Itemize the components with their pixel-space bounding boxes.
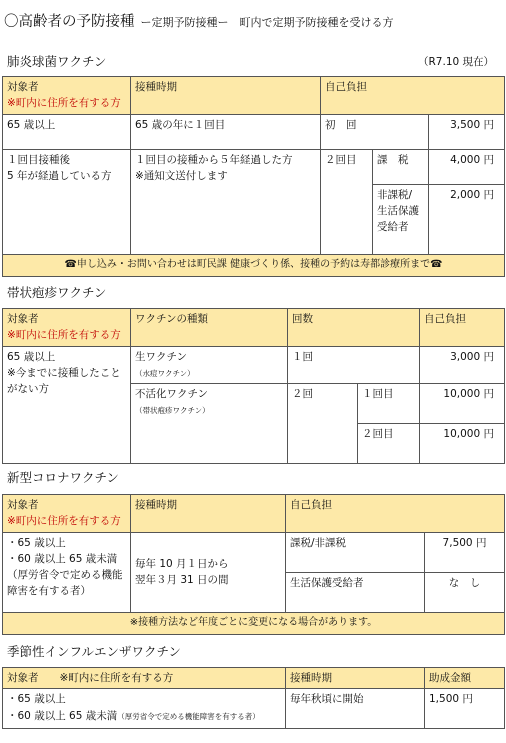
target-line: ・60 歳以上 65 歳未満 — [7, 552, 118, 565]
header-target-note: ※町内に住所を有する方 — [7, 515, 121, 528]
page-subtitle: ー定期予防接種ー 町内で定期予防接種を受ける方 — [140, 16, 394, 29]
header-target-note: ※町内に住所を有する方 — [7, 97, 121, 110]
header-target-label: 対象者 — [7, 499, 39, 511]
pneumo-table — [2, 76, 505, 277]
table-row — [3, 114, 505, 149]
header-target-label: 対象者 — [7, 81, 39, 93]
header-target: 対象者 ※町内に住所を有する方 — [3, 668, 286, 689]
cell-cost: 10,000 円 — [420, 384, 505, 424]
cell-label: 生活保護受給者 — [286, 572, 425, 612]
table-header-row — [3, 495, 505, 533]
table-header-row — [3, 309, 505, 347]
flu-table — [2, 667, 505, 729]
cell-exempt — [373, 184, 429, 254]
header-cost: 自己負担 — [286, 495, 505, 533]
table-row — [3, 532, 505, 572]
header-target — [3, 495, 131, 533]
cell-dose: ２回目 — [358, 424, 420, 464]
header-target-note: ※町内に住所を有する方 — [7, 329, 121, 342]
live-label: 生ワクチン — [135, 350, 187, 363]
covid-heading: 新型コロナワクチン — [7, 470, 119, 485]
cell-dose: １回目 — [358, 384, 420, 424]
header-cost: 自己負担 — [321, 77, 505, 115]
header-period: 接種時期 — [131, 495, 286, 533]
covid-table — [2, 494, 505, 635]
cell-cost: 1,500 円 — [425, 689, 505, 729]
period-line: ※通知文送付します — [135, 169, 228, 182]
period-line: 翌年３月 31 日の間 — [135, 574, 229, 587]
note-row — [3, 254, 505, 276]
target-line: １回目接種後 — [7, 153, 70, 166]
table-row — [3, 689, 505, 729]
cell-target — [3, 149, 131, 254]
table-header-row — [3, 77, 505, 115]
table-row — [3, 346, 505, 384]
title-text: 〇高齢者の予防接種 — [4, 14, 135, 30]
period-line: 毎年 10 月１日から — [135, 557, 229, 570]
contact-note: ☎申し込み・お問い合わせは町民課 健康づくり係、接種の予約は寿都診療所まで☎ — [3, 254, 505, 276]
pneumo-heading: 肺炎球菌ワクチン — [7, 54, 107, 69]
cell-cost: 3,000 円 — [420, 346, 505, 384]
cell-period: 65 歳の年に１回目 — [131, 114, 321, 149]
target-line: （厚労省令で定める機能 — [7, 569, 123, 582]
exempt-line: 生活保護 — [377, 204, 419, 217]
target-line: ・60 歳以上 65 歳未満 — [7, 709, 118, 722]
note-row — [3, 612, 505, 634]
header-period: 接種時期 — [286, 668, 425, 689]
change-note: ※接種方法など年度ごとに変更になる場合があります。 — [3, 612, 505, 634]
cell-target — [3, 346, 131, 464]
cell-cost: 3,500 円 — [429, 114, 505, 149]
target-line: 5 年が経過している方 — [7, 169, 112, 182]
table-header-row — [3, 668, 505, 689]
target-line-small: （厚労省令で定める機能障害を有する者） — [117, 711, 260, 721]
target-line: ・65 歳以上 — [7, 536, 66, 549]
cell-inact — [131, 384, 288, 464]
flu-heading: 季節性インフルエンザワクチン — [7, 644, 181, 659]
exempt-line: 受給者 — [377, 221, 409, 234]
header-target — [3, 77, 131, 115]
inact-sub: （帯状疱疹ワクチン） — [135, 406, 210, 416]
zoster-table — [2, 308, 505, 464]
cell-cost: な し — [425, 572, 505, 612]
header-cost: 自己負担 — [420, 309, 505, 347]
period-line: １回目の接種から５年経過した方 — [135, 153, 293, 166]
cell-count: １回 — [288, 346, 420, 384]
cell-live — [131, 346, 288, 384]
cell-cost: 10,000 円 — [420, 424, 505, 464]
cell-cost: 7,500 円 — [425, 532, 505, 572]
target-line: 65 歳以上 — [7, 350, 56, 363]
exempt-line: 非課税/ — [377, 188, 413, 201]
target-line: がない方 — [7, 383, 49, 396]
zoster-heading: 帯状疱疹ワクチン — [7, 285, 107, 300]
header-period: 接種時期 — [131, 77, 321, 115]
header-target — [3, 309, 131, 347]
cell-target: 65 歳以上 — [3, 114, 131, 149]
cell-target — [3, 532, 131, 612]
header-count: 回数 — [288, 309, 420, 347]
cell-count: ２回 — [288, 384, 358, 464]
target-line: ※今までに接種したこと — [7, 366, 121, 379]
cell-tax: 課 税 — [373, 149, 429, 184]
header-cost: 助成金額 — [425, 668, 505, 689]
as-of-date: （R7.10 現在） — [418, 56, 495, 68]
cell-period — [131, 532, 286, 612]
header-type: ワクチンの種類 — [131, 309, 288, 347]
cell-label: 初 回 — [321, 114, 429, 149]
cell-period: 毎年秋頃に開始 — [286, 689, 425, 729]
cell-cost: 2,000 円 — [429, 184, 505, 254]
cell-cost: 4,000 円 — [429, 149, 505, 184]
cell-label: 課税/非課税 — [286, 532, 425, 572]
target-line: 障害を有する者） — [7, 585, 91, 598]
header-target-label: 対象者 — [7, 313, 39, 325]
table-row — [3, 149, 505, 184]
cell-count: ２回目 — [321, 149, 373, 254]
cell-target — [3, 689, 286, 729]
target-line: ・65 歳以上 — [7, 693, 66, 706]
cell-period — [131, 149, 321, 254]
inact-label: 不活化ワクチン — [135, 388, 208, 401]
page-title — [4, 10, 394, 31]
live-sub: （水痘ワクチン） — [135, 368, 195, 378]
